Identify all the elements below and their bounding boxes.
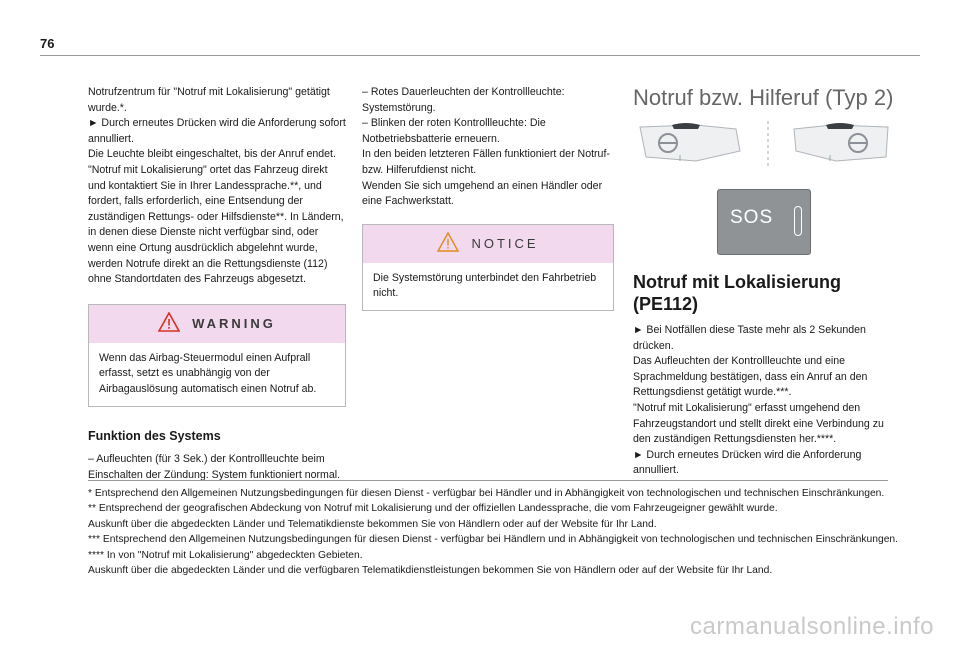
paragraph: – Aufleuchten (für 3 Sek.) der Kontrollleuchte beim Einschalten der Zündung: System funktioniert normal. (88, 453, 341, 481)
paragraph: – Blinken der roten Kontrollleuchte: Die Notbetriebsbatterie erneuern. (362, 117, 546, 145)
footnote: **** In von "Notruf mit Lokalisierung" abgedeckten Gebieten. (88, 549, 363, 561)
sos-indicator-icon (794, 206, 802, 236)
paragraph: "Notruf mit Lokalisierung" erfasst umgehend den Fahrzeugstandort und stellt direkt eine Verbindung zu den zuständigen Rettungsdiensten her.****. (633, 401, 884, 446)
header-rule (40, 55, 920, 56)
paragraph: ► Bei Notfällen diese Taste mehr als 2 Sekunden drücken. (633, 324, 866, 352)
column-left (88, 85, 346, 483)
paragraph: ► Durch erneutes Drücken wird die Anforderung annulliert. (633, 448, 862, 477)
right-console-illustration (792, 121, 892, 167)
paragraph: Das Aufleuchten der Kontrollleuchte und eine Sprachmeldung bestätigen, dass ein Anruf an den Rettungsdienst getätigt wurde.***. (633, 355, 868, 399)
footnote: *** Entsprechend den Allgemeinen Nutzungsbedingungen für diesen Dienst - verfügbar bei Händlern und in Abhängigkeit von technologischen und technischen Einschränkungen. (88, 534, 899, 546)
footnote-rule (88, 480, 888, 481)
paragraph: Notrufzentrum für "Notruf mit Lokalisierung" getätigt wurde.*. (88, 86, 330, 114)
notice-header (363, 225, 613, 263)
notice-title: NOTICE (471, 235, 539, 251)
warning-triangle-icon (158, 312, 180, 336)
paragraph: In den beiden letzteren Fällen funktioniert der Notruf- bzw. Hilferufdienst nicht. (362, 148, 610, 176)
paragraph: "Notruf mit Lokalisierung" ortet das Fahrzeug direkt und kontaktiert Sie in Ihrer Landessprache.**, und fordert, falls erforderlich, eine Entsendung der zuständigen Rettungs- oder Hilfsdienste**. In Ländern, in denen diese Dienste nicht verfügbar sind, oder wenn eine Ortung ausdrücklich abgelehnt wurde, werden Notrufe direkt an die Rettungsdienste (112) ohne Standortdaten des Fahrzeugs abgesetzt. (88, 163, 344, 286)
paragraph: ► Durch erneutes Drücken wird die Anforderung sofort annulliert. (88, 117, 346, 145)
warning-text: Wenn das Airbag-Steuermodul einen Aufprall erfasst, setzt es unabhängig von der Airbagauslösung automatisch einen Notruf ab. (99, 351, 317, 395)
paragraph: Die Leuchte bleibt eingeschaltet, bis der Anruf endet. (88, 148, 336, 161)
warning-title: WARNING (192, 315, 276, 331)
section-title: Funktion des Systems (88, 428, 221, 443)
paragraph: Wenden Sie sich umgehend an einen Händler oder eine Fachwerkstatt. (362, 179, 603, 208)
left-console-illustration (636, 121, 744, 167)
column-right (633, 85, 895, 479)
notice-text: Die Systemstörung unterbindet den Fahrbetrieb nicht. (373, 271, 597, 300)
column-middle (362, 85, 614, 311)
notice-box (362, 224, 614, 311)
footnote: * Entsprechend den Allgemeinen Nutzungsbedingungen für diesen Dienst - verfügbar bei Händler und in Abhängigkeit von technologischen und technischen Einschränkungen. (88, 488, 885, 499)
sos-button-illustration (717, 189, 811, 255)
page-number: 76 (40, 36, 55, 51)
paragraph: – Rotes Dauerleuchten der Kontrollleuchte: Systemstörung. (362, 86, 565, 114)
sos-label: SOS (730, 207, 774, 228)
notice-triangle-icon (437, 232, 459, 256)
console-illustrations (633, 121, 895, 167)
watermark: carmanualsonline.info (690, 613, 934, 640)
section-heading: Notruf mit Lokalisierung (PE112) (633, 272, 842, 314)
chapter-title: Notruf bzw. Hilferuf (Typ 2) (633, 85, 894, 110)
footnote: ** Entsprechend der geografischen Abdeckung von Notruf mit Lokalisierung und der offiziellen Landessprache, die vom Fahrzeugeigner gewählt wurde. (88, 503, 778, 515)
warning-header (89, 305, 345, 343)
divider-dashed (766, 121, 770, 167)
footnote: Auskunft über die abgedeckten Länder und Telematikdienste bekommen Sie von Händlern oder auf der Website für Ihr Land. (88, 518, 657, 530)
footnotes (88, 486, 898, 578)
warning-box (88, 304, 346, 407)
footnote: Auskunft über die abgedeckten Länder und die verfügbaren Telematikdienstleistungen bekommen Sie von Händlern oder auf der Website für Ihr Land. (88, 565, 773, 577)
